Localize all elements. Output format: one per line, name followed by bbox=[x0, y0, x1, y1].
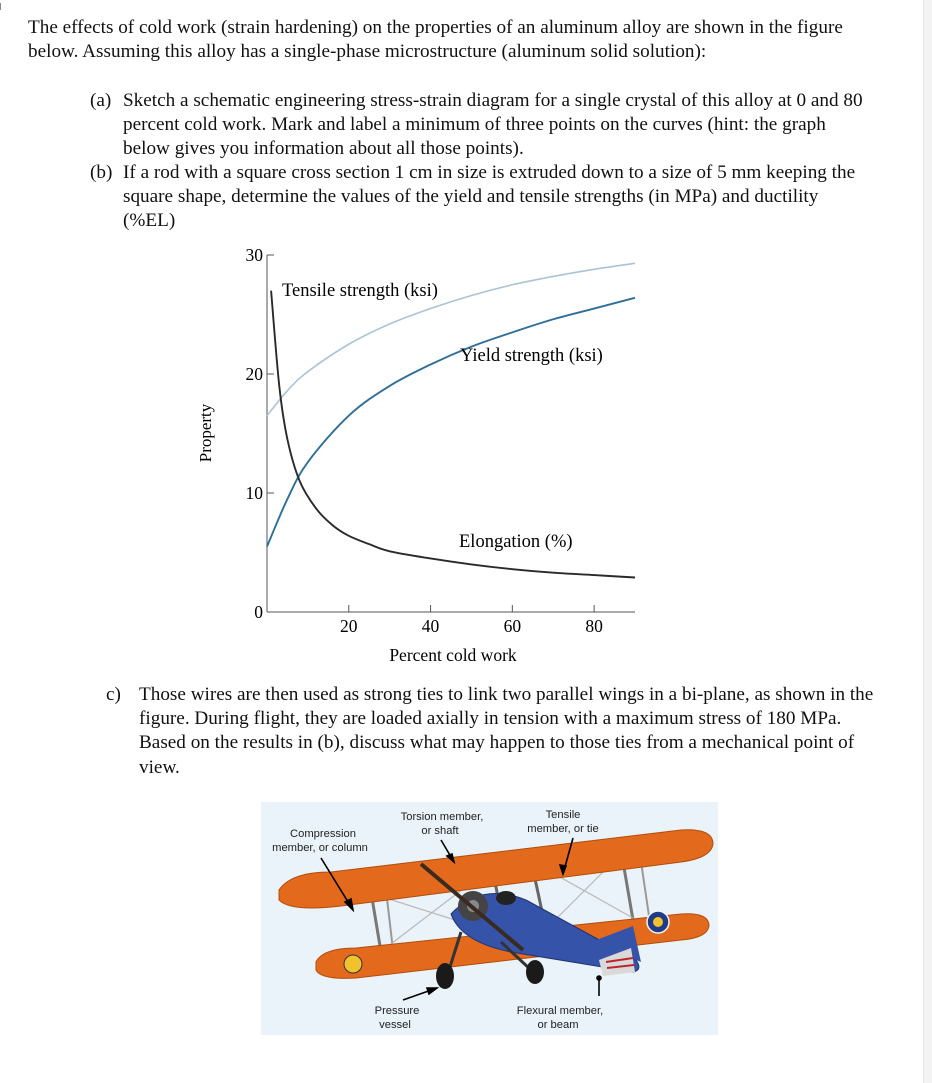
series-line-2 bbox=[271, 291, 635, 578]
part-b-label: (b) bbox=[90, 162, 113, 183]
y-tick-label-20: 20 bbox=[245, 364, 263, 384]
page-edge-mark bbox=[0, 3, 1, 10]
yield-strength-label: Yield strength (ksi) bbox=[460, 346, 603, 366]
compression-label-1: Compression bbox=[290, 828, 356, 840]
tensile-tie-label-2: member, or tie bbox=[527, 823, 599, 835]
part-a bbox=[90, 89, 870, 162]
x-tick-label-60: 60 bbox=[503, 616, 522, 636]
part-c-text: Those wires are then used as strong ties to link two parallel wings in a bi-plane, as shown in the figure. During flight, they are loaded axially in tension with a maximum stress of 180 MPa. Based on the results in (b), discuss what may happen to those ties from a mechanical point of view. bbox=[139, 684, 874, 778]
part-a-label: (a) bbox=[90, 90, 112, 111]
pressure-vessel-label-2: vessel bbox=[379, 1019, 411, 1031]
x-tick-label-40: 40 bbox=[421, 616, 440, 636]
part-b-text: If a rod with a square cross section 1 cm in size is extruded down to a size of 5 mm keeping the square shape, determine the values of the yield and tensile strengths (in MPa) and ductility (%EL) bbox=[123, 162, 856, 232]
part-c-label: c) bbox=[106, 684, 121, 705]
problem-intro: The effects of cold work (strain hardening) on the properties of an aluminum alloy are shown in the figure below. Assuming this alloy has a single-phase microstructure (aluminum solid solution): bbox=[28, 17, 843, 63]
cold-work-chart bbox=[195, 235, 655, 675]
y-axis-label: Property bbox=[196, 403, 215, 463]
y-tick-label-0: 0 bbox=[254, 602, 263, 622]
series-line-1 bbox=[267, 298, 635, 547]
x-tick-label-20: 20 bbox=[340, 616, 358, 636]
y-tick-label-30: 30 bbox=[245, 245, 263, 265]
torsion-label-1: Torsion member, bbox=[400, 811, 484, 823]
biplane-figure bbox=[261, 802, 718, 1035]
x-axis-label: Percent cold work bbox=[389, 645, 517, 665]
y-tick-label-10: 10 bbox=[245, 483, 263, 503]
biplane-illustration bbox=[261, 802, 718, 1035]
elongation-label: Elongation (%) bbox=[459, 532, 573, 552]
part-c bbox=[106, 683, 886, 780]
tensile-strength-label: Tensile strength (ksi) bbox=[282, 281, 438, 301]
pressure-vessel-label-1: Pressure bbox=[374, 1005, 420, 1017]
flexural-label-1: Flexural member, bbox=[516, 1005, 604, 1017]
part-a-text: Sketch a schematic engineering stress-strain diagram for a single crystal of this alloy at 0 and 80 percent cold work. Mark and label a minimum of three points on the curves (hint: the graph below gives you information about all those points). bbox=[123, 90, 863, 160]
part-b bbox=[90, 161, 870, 234]
tensile-tie-label-1: Tensile bbox=[545, 809, 581, 821]
flexural-label-2: or beam bbox=[537, 1019, 579, 1031]
torsion-label-2: or shaft bbox=[421, 825, 459, 837]
scrollbar-track[interactable] bbox=[923, 0, 932, 1083]
compression-label-2: member, or column bbox=[272, 842, 368, 854]
x-tick-label-80: 80 bbox=[585, 616, 603, 636]
